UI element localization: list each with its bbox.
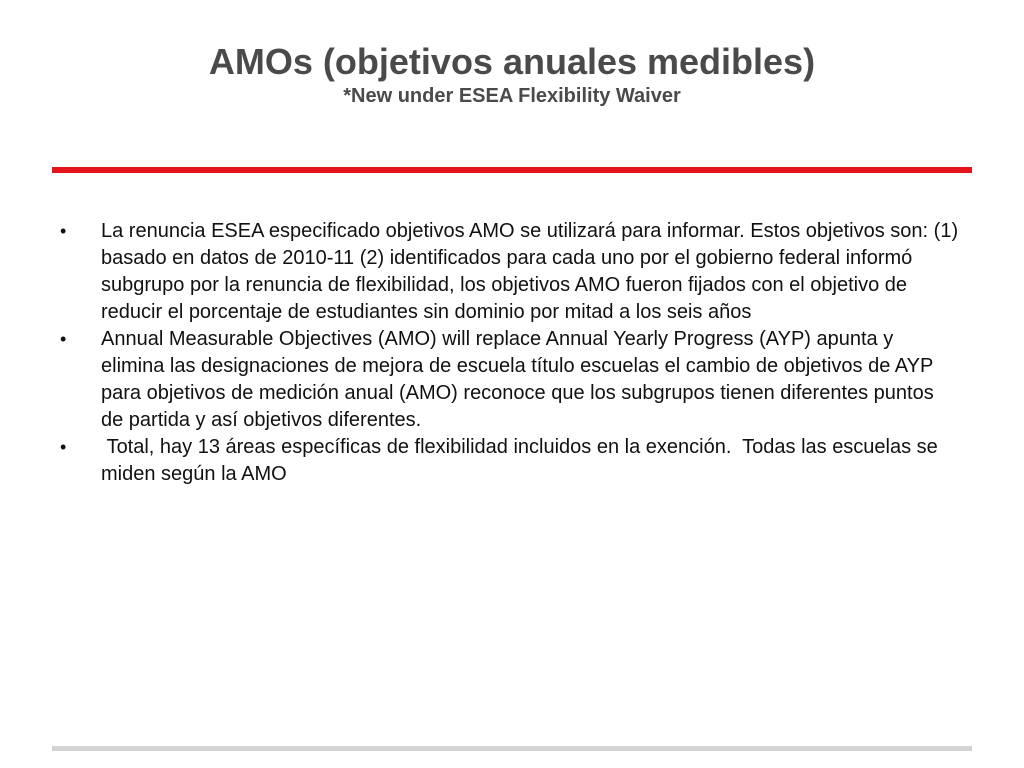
bullet-marker: • (60, 329, 67, 349)
slide-subtitle: *New under ESEA Flexibility Waiver (343, 85, 681, 107)
bullet-text: Total, hay 13 áreas específicas de flexibilidad incluidos en la exención. Todas las escuelas se miden según la AMO (101, 436, 944, 485)
bullet-text: Annual Measurable Objectives (AMO) will replace Annual Yearly Progress (AYP) apunta y elimina las designaciones de mejora de escuela título escuelas el cambio de objetivos de AYP para objetivos de medición anual (AMO) reconoce que los subgrupos tienen diferentes puntos de partida y así objetivos diferentes. (101, 328, 934, 431)
bullet-item (60, 218, 960, 326)
bullet-list (60, 218, 960, 488)
title-divider (52, 167, 972, 173)
slide-title: AMOs (objetivos anuales medibles) (208, 41, 816, 82)
title-block (0, 42, 1024, 108)
bullet-marker: • (60, 221, 67, 241)
bullet-item (60, 434, 960, 488)
bullet-item (60, 326, 960, 434)
bullet-marker: • (60, 437, 67, 457)
footer-divider (52, 746, 972, 751)
bullet-text: La renuncia ESEA especificado objetivos AMO se utilizará para informar. Estos objetivos son: (1) basado en datos de 2010-11 (2) identificados para cada uno por el gobierno federal informó subgrupo por la renuncia de flexibilidad, los objetivos AMO fueron fijados con el objetivo de reducir el porcentaje de estudiantes sin dominio por mitad a los seis años (101, 220, 959, 323)
